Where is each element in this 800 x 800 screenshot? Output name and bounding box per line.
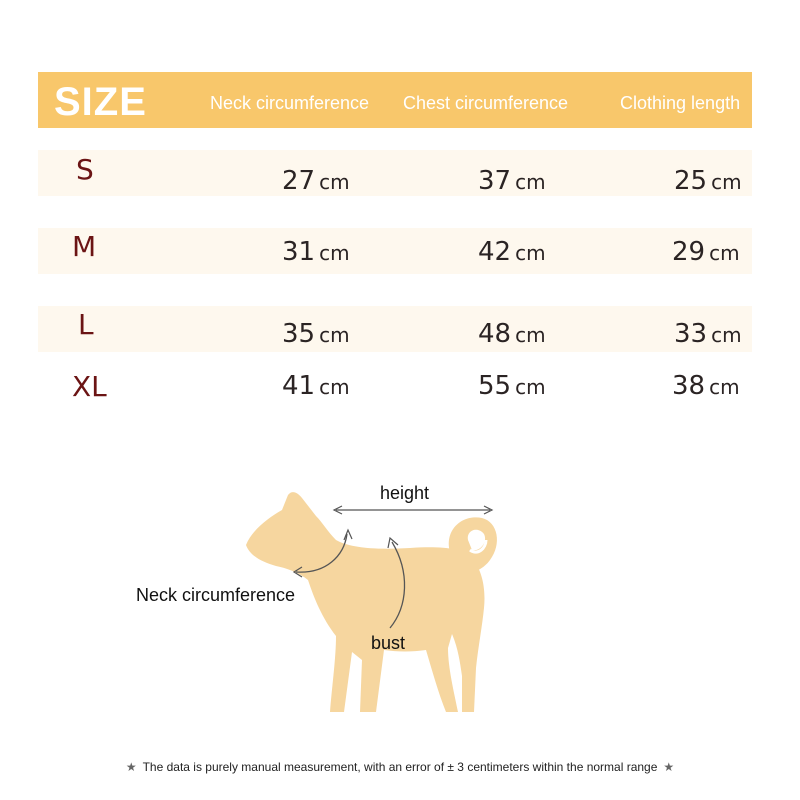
- length-cell: [674, 165, 742, 201]
- cell-unit: cm: [319, 241, 350, 265]
- chest-column-title: Chest circumference: [403, 93, 569, 113]
- cell-value: 33: [674, 319, 708, 349]
- size-label: M: [72, 230, 97, 263]
- neck-circumference-label: Neck circumference: [136, 585, 296, 605]
- star-icon: ★: [663, 760, 675, 774]
- size-label: S: [76, 153, 94, 186]
- cell-unit: cm: [515, 323, 546, 347]
- cell-value: 27: [282, 166, 316, 196]
- neck-cell: [282, 165, 350, 201]
- cell-value: 42: [478, 237, 512, 267]
- cell-unit: cm: [319, 375, 350, 399]
- cell-value: 25: [674, 166, 708, 196]
- chest-cell: [478, 165, 546, 201]
- cell-unit: cm: [515, 241, 546, 265]
- cell-value: 37: [478, 166, 512, 196]
- cell-unit: cm: [709, 241, 740, 265]
- neck-cell: [282, 236, 350, 272]
- cell-value: 48: [478, 319, 512, 349]
- cell-unit: cm: [709, 375, 740, 399]
- bust-label: bust: [371, 633, 406, 653]
- cell-value: 41: [282, 371, 316, 401]
- cell-unit: cm: [319, 323, 350, 347]
- neck-cell: [282, 318, 350, 354]
- neck-cell: [282, 370, 350, 406]
- length-cell: [674, 318, 742, 354]
- height-label: height: [380, 483, 430, 503]
- cell-unit: cm: [515, 375, 546, 399]
- neck-arrow-top: [344, 530, 352, 540]
- length-cell: [672, 236, 740, 272]
- cell-value: 29: [672, 237, 706, 267]
- cell-value: 31: [282, 237, 316, 267]
- size-label: L: [78, 308, 94, 341]
- cell-value: 38: [672, 371, 706, 401]
- footnote-text: The data is purely manual measurement, with an error of ± 3 centimeters within the normal range: [142, 760, 658, 774]
- length-cell: [672, 370, 740, 406]
- size-label: XL: [72, 370, 107, 403]
- cell-value: 55: [478, 371, 512, 401]
- cell-unit: cm: [319, 170, 350, 194]
- row-band-l: [38, 306, 752, 352]
- neck-column-title: Neck circumference: [210, 93, 370, 113]
- chest-cell: [478, 236, 546, 272]
- size-column-title: SIZE: [54, 80, 147, 124]
- chest-cell: [478, 318, 546, 354]
- cell-unit: cm: [515, 170, 546, 194]
- row-band-s: [38, 150, 752, 196]
- cell-unit: cm: [711, 323, 742, 347]
- cell-unit: cm: [711, 170, 742, 194]
- length-column-title: Clothing length: [620, 93, 741, 113]
- chest-cell: [478, 370, 546, 406]
- star-icon: ★: [125, 760, 137, 774]
- cell-value: 35: [282, 319, 316, 349]
- row-band-m: [38, 228, 752, 274]
- footnote: [0, 759, 800, 775]
